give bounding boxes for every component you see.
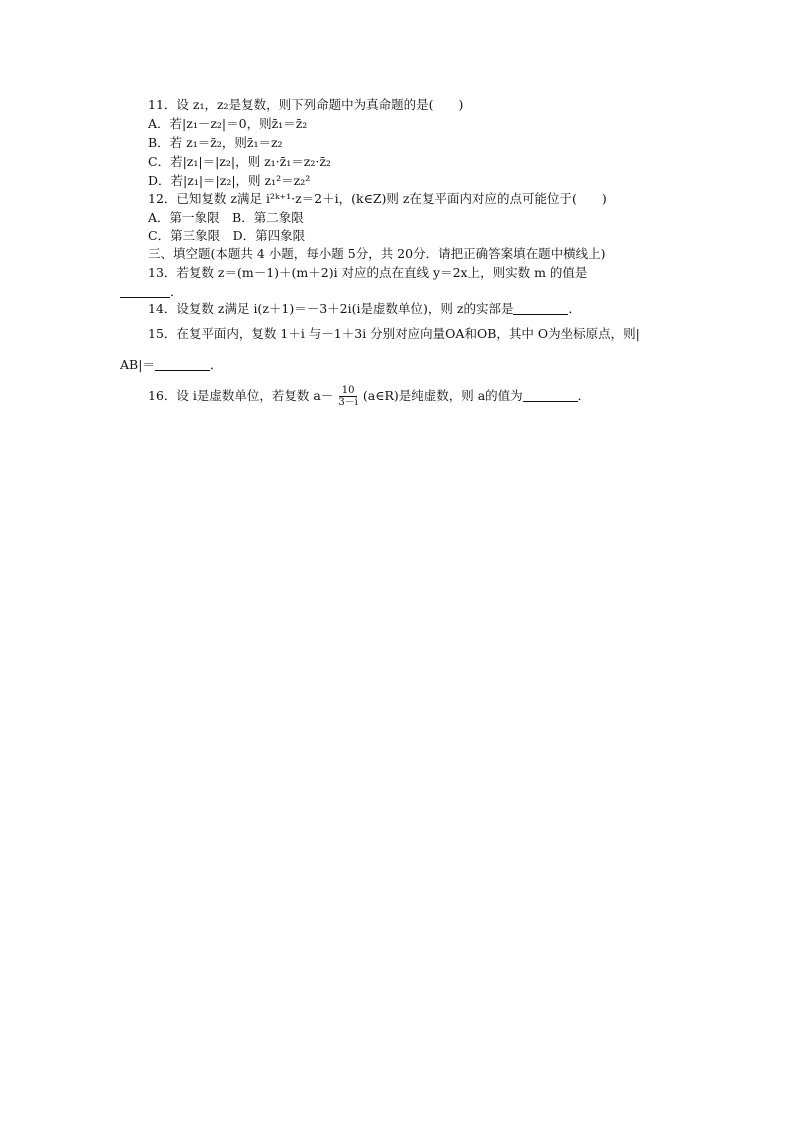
q11-option-a: A．若|z₁－z₂|＝0，则z̄₁＝z̄₂ — [148, 116, 308, 131]
answer-blank[interactable] — [155, 358, 210, 371]
answer-blank[interactable] — [513, 302, 568, 315]
q11-option-c: C．若|z₁|＝|z₂|，则 z₁·z̄₁＝z₂·z̄₂ — [148, 154, 331, 169]
q13-line2: ． — [120, 283, 183, 301]
fraction: $\frac{10}{3-i}$ — [338, 385, 358, 408]
q12-options-ab: A．第一象限 B．第二象限 — [148, 210, 304, 225]
q11-stem: 11．设 z₁，z₂是复数，则下列命题中为真命题的是( ) — [148, 97, 464, 112]
q15-line2: AB|＝ ． — [120, 357, 223, 372]
answer-blank[interactable] — [523, 389, 578, 402]
q12-stem: 12．已知复数 z满足 i²ᵏ⁺¹·z＝2＋i，(k∈Z)则 z在复平面内对应的点可能位于( ) — [148, 191, 607, 206]
answer-blank[interactable] — [120, 285, 170, 298]
q15-line1: 15．在复平面内，复数 1＋i 与－1＋3i 分别对应向量OA和OB，其中 O为坐标原点，则| — [148, 326, 640, 341]
q14-line: 14．设复数 z满足 i(z＋1)＝－3＋2i(i是虚数单位)，则 z的实部是 ． — [148, 301, 581, 316]
q16-line: 16．设 i是虚数单位，若复数 a－ $\frac{10}{3-i}$ (a∈R)是纯虚数，则 a的值为 ． — [148, 385, 591, 408]
q11-option-b: B．若 z₁＝z̄₂，则z̄₁＝z₂ — [148, 135, 283, 150]
q13-line1: 13．若复数 z＝(m－1)＋(m＋2)i 对应的点在直线 y＝2x上，则实数 m 的值是 — [148, 265, 588, 280]
q11-option-d: D．若|z₁|＝|z₂|，则 z₁²＝z₂² — [148, 173, 311, 188]
q12-options-cd: C．第三象限 D．第四象限 — [148, 228, 306, 243]
section-heading: 三、填空题(本题共 4 小题，每小题 5分，共 20分．请把正确答案填在题中横线上) — [148, 246, 606, 261]
